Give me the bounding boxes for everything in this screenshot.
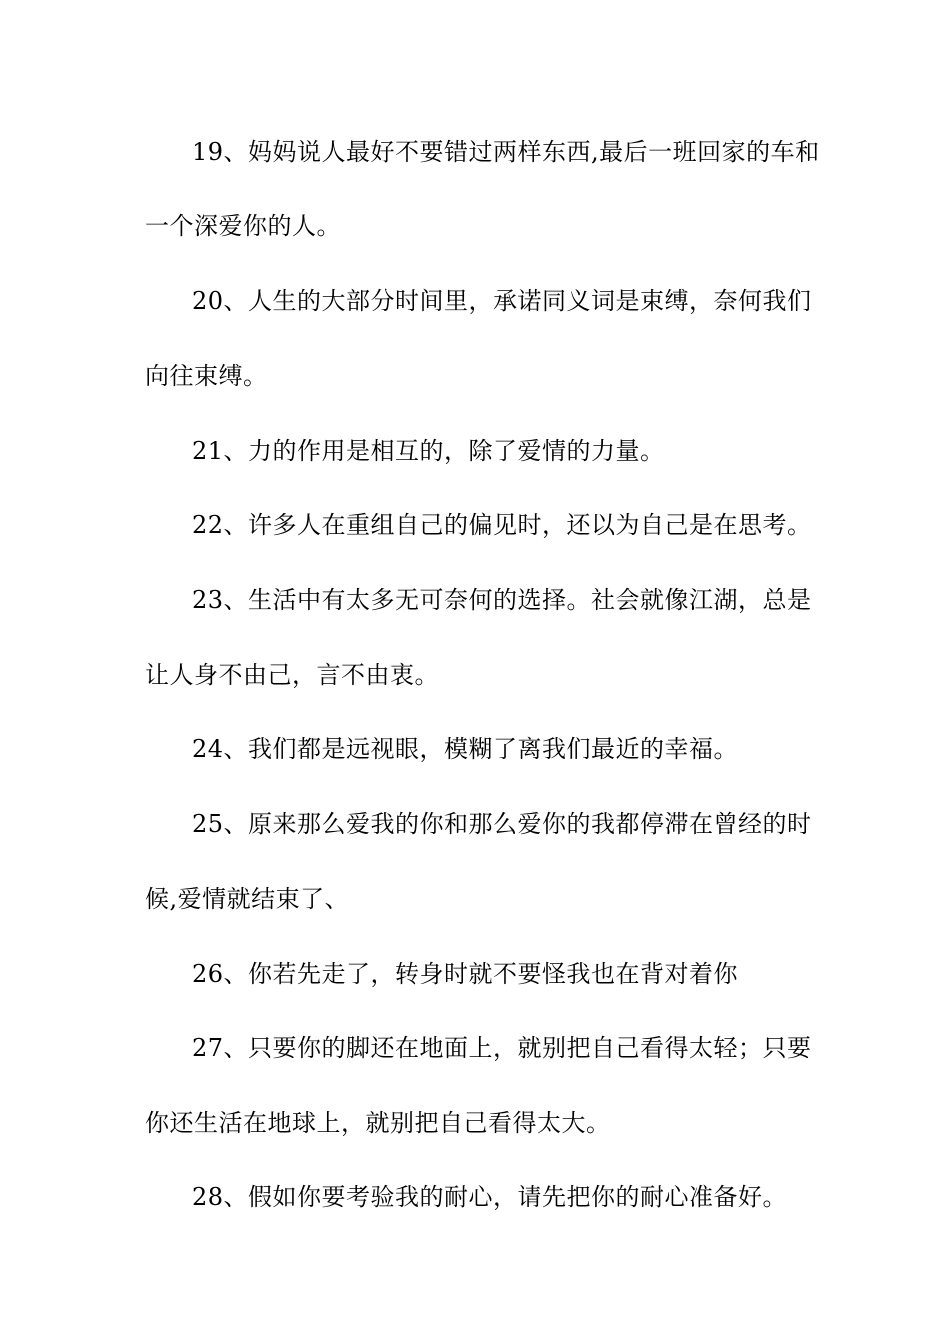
quote-21: 21、力的作用是相互的，除了爱情的力量。 — [192, 437, 665, 465]
quote-20-line-2: 向往束缚。 — [145, 362, 268, 390]
quote-20-line-1: 20、人生的大部分时间里，承诺同义词是束缚，奈何我们 — [192, 287, 812, 315]
quote-24: 24、我们都是远视眼，模糊了离我们最近的幸福。 — [192, 735, 739, 763]
quote-25-line-2: 候,爱情就结束了、 — [145, 885, 350, 913]
quote-19-line-2: 一个深爱你的人。 — [145, 212, 341, 240]
quote-25-line-1: 25、原来那么爱我的你和那么爱你的我都停滞在曾经的时 — [192, 810, 812, 838]
quote-22: 22、许多人在重组自己的偏见时，还以为自己是在思考。 — [192, 511, 812, 539]
quote-27-line-2: 你还生活在地球上，就别把自己看得太大。 — [145, 1109, 611, 1137]
quote-27-line-1: 27、只要你的脚还在地面上，就别把自己看得太轻；只要 — [192, 1034, 812, 1062]
quote-19-line-1: 19、妈妈说人最好不要错过两样东西,最后一班回家的车和 — [192, 138, 820, 166]
quote-26: 26、你若先走了，转身时就不要怪我也在背对着你 — [192, 960, 739, 988]
quote-23-line-1: 23、生活中有太多无可奈何的选择。社会就像江湖，总是 — [192, 586, 812, 614]
quote-28: 28、假如你要考验我的耐心，请先把你的耐心准备好。 — [192, 1183, 788, 1211]
quote-23-line-2: 让人身不由己，言不由衷。 — [145, 661, 439, 689]
